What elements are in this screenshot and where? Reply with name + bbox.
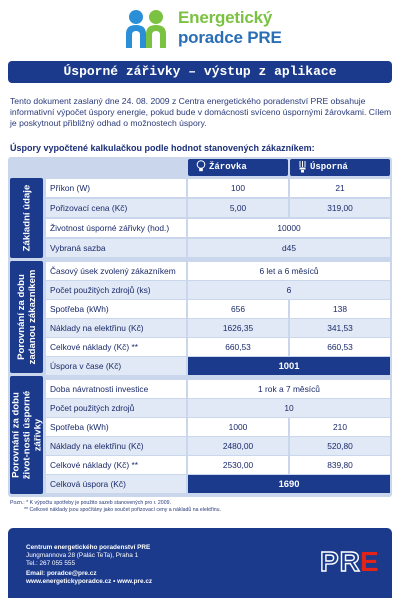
table-row xyxy=(46,418,390,436)
table-row xyxy=(46,475,390,493)
table-row xyxy=(46,399,390,417)
table-row xyxy=(46,437,390,455)
value-cfl: 21 xyxy=(290,179,390,197)
footer xyxy=(8,528,392,598)
table-row xyxy=(46,357,390,375)
row-label: Celková úspora (Kč) xyxy=(46,475,186,493)
section-label-customer-period-text: Porovnání za dobu zadanou zákazníkem xyxy=(15,269,38,365)
section-label-customer-period xyxy=(10,261,43,373)
column-header-bulb-label: Žárovka xyxy=(209,162,247,172)
section-label-basic-text: Základní údaje xyxy=(21,184,32,252)
value-shared: 10000 xyxy=(188,219,390,237)
value-shared: d45 xyxy=(188,239,390,257)
row-label: Vybraná sazba xyxy=(46,239,186,257)
footer-phone: Tel.: 267 055 555 xyxy=(26,560,76,567)
pre-brand-logo xyxy=(320,546,382,576)
row-label: Časový úsek zvolený zákazníkem xyxy=(46,262,186,280)
row-label: Náklady na elektřinu (Kč) xyxy=(46,437,186,455)
value-cfl: 520,80 xyxy=(290,437,390,455)
table-row xyxy=(46,380,390,398)
light-bulb-icon xyxy=(196,160,206,173)
value-bulb: 1626,35 xyxy=(188,319,288,337)
row-label: Příkon (W) xyxy=(46,179,186,197)
row-label: Počet použitých zdrojů xyxy=(46,399,186,417)
table-row xyxy=(46,262,390,280)
value-bulb: 5,00 xyxy=(188,199,288,217)
savings-total: 1001 xyxy=(188,357,390,375)
cfl-bulb-icon xyxy=(298,160,307,173)
table-row xyxy=(46,338,390,356)
section-label-lifetime xyxy=(10,376,43,494)
footer-email[interactable]: Email: poradce@pre.cz xyxy=(26,570,97,577)
total-savings: 1690 xyxy=(188,475,390,493)
footnote-1: Pozn.: * K výpočtu spotřeby je použito sazeb stanovených pro r. 2009. xyxy=(10,500,171,506)
column-header-bulb xyxy=(188,159,288,176)
document-title: Úsporné zářivky – výstup z aplikace xyxy=(8,61,392,83)
table-row xyxy=(46,199,390,217)
intro-paragraph: Tento dokument zaslaný dne 24. 08. 2009 z Centra energetického poradenství PRE obsahuje informativní výpočet úspory energie, pokud bude v domácnosti svíceno úspornými žárovkami. Cílem je poskytnout přibližný odhad o možnostech úspory. xyxy=(10,96,392,128)
table-subheading: Úspory vypočtené kalkulačkou podle hodnot stanovených zákazníkem: xyxy=(10,143,315,153)
footer-address: Jungmannova 28 (Palác TeTa), Praha 1 xyxy=(26,552,139,559)
value-bulb: 100 xyxy=(188,179,288,197)
logo-text-line2: poradce PRE xyxy=(178,28,282,47)
value-shared: 1 rok a 7 měsíců xyxy=(188,380,390,398)
value-bulb: 2530,00 xyxy=(188,456,288,474)
footnote-2: ** Celkové náklady jsou spočítány jako součet pořizovací ceny a nákladů na elektřinu. xyxy=(24,507,221,513)
row-label: Doba návratnosti investice xyxy=(46,380,186,398)
value-bulb: 2480,00 xyxy=(188,437,288,455)
value-cfl: 138 xyxy=(290,300,390,318)
value-cfl: 660,53 xyxy=(290,338,390,356)
row-label: Pořizovací cena (Kč) xyxy=(46,199,186,217)
column-header-cfl-label: Úsporná xyxy=(310,162,348,172)
footer-web[interactable]: www.energetickyporadce.cz • www.pre.cz xyxy=(26,578,153,585)
table-row xyxy=(46,456,390,474)
table-row xyxy=(46,300,390,318)
table-row xyxy=(46,179,390,197)
value-shared: 6 xyxy=(188,281,390,299)
svg-text:E: E xyxy=(360,546,379,576)
value-shared: 6 let a 6 měsíců xyxy=(188,262,390,280)
value-cfl: 341,53 xyxy=(290,319,390,337)
value-bulb: 656 xyxy=(188,300,288,318)
row-label: Životnost úsporné zářivky (hod.) xyxy=(46,219,186,237)
row-label: Úspora v čase (Kč) xyxy=(46,357,186,375)
footnotes xyxy=(10,500,392,514)
value-bulb: 660,53 xyxy=(188,338,288,356)
row-label: Celkové náklady (Kč) ** xyxy=(46,338,186,356)
svg-text:PR: PR xyxy=(320,546,361,576)
value-bulb: 1000 xyxy=(188,418,288,436)
table-row xyxy=(46,319,390,337)
row-label: Celkové náklady (Kč) ** xyxy=(46,456,186,474)
people-logo-icon xyxy=(122,8,172,48)
logo-text-line1: Energetický xyxy=(178,8,273,27)
table-row xyxy=(46,219,390,237)
row-label: Počet použitých zdrojů (ks) xyxy=(46,281,186,299)
energeticky-poradce-logo xyxy=(118,6,288,52)
value-shared: 10 xyxy=(188,399,390,417)
row-label: Spotřeba (kWh) xyxy=(46,300,186,318)
value-cfl: 319,00 xyxy=(290,199,390,217)
value-cfl: 210 xyxy=(290,418,390,436)
section-label-basic xyxy=(10,178,43,258)
column-header-cfl xyxy=(290,159,390,176)
table-row xyxy=(46,239,390,257)
row-label: Spotřeba (kWh) xyxy=(46,418,186,436)
section-label-lifetime-text: Porovnání za dobu život-nosti úsporné zářivky xyxy=(10,390,43,480)
value-cfl: 839,80 xyxy=(290,456,390,474)
row-label: Náklady na elektřinu (Kč) xyxy=(46,319,186,337)
footer-org: Centrum energetického poradenství PRE xyxy=(26,544,151,551)
table-row xyxy=(46,281,390,299)
